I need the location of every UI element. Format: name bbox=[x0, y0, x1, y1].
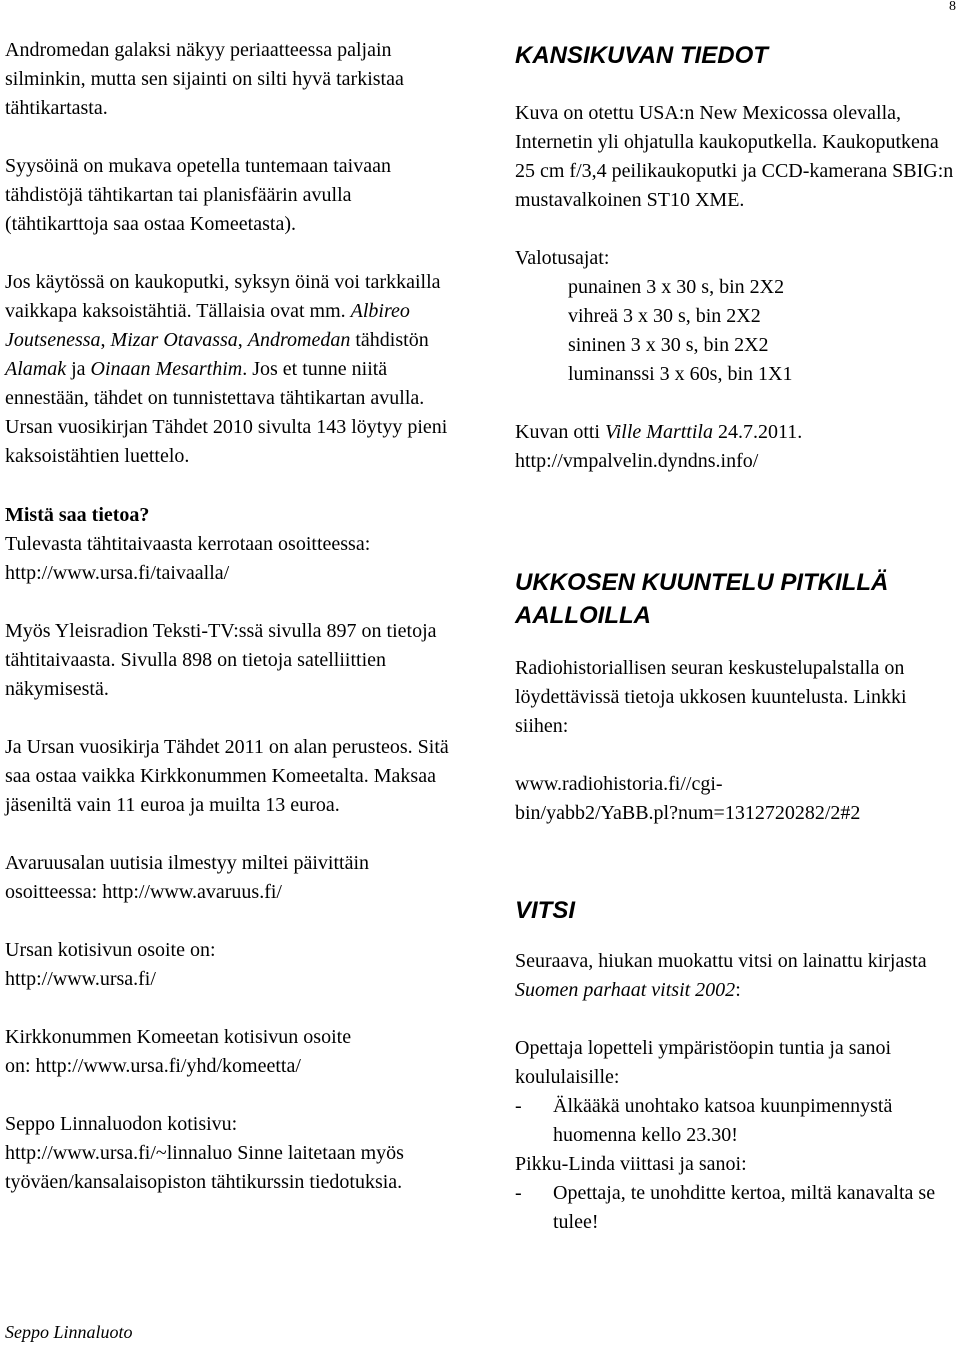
vitsi-dialogue-item bbox=[515, 1092, 955, 1150]
teksti-tv-paragraph: Myös Yleisradion Teksti-TV:ssä sivulla 897 on tietoja tähtitaivaasta. Sivulla 898 on tietoja satelliittien näkymisestä. bbox=[5, 620, 437, 700]
heading-line: UKKOSEN KUUNTELU PITKILLÄ bbox=[515, 569, 889, 596]
dash-marker: - bbox=[515, 1182, 522, 1204]
vitsi-intro bbox=[515, 947, 955, 1005]
right-column bbox=[515, 36, 955, 1237]
dialogue-text: Opettaja, te unohditte kertoa, miltä kanavalta se tulee! bbox=[553, 1182, 936, 1233]
left-column bbox=[5, 36, 455, 1197]
link-line: bin/yabb2/YaBB.pl?num=1312720282/2#2 bbox=[515, 802, 861, 824]
vitsi-paragraph: Opettaja lopetteli ympäristöopin tuntia ja sanoi koululaisille: bbox=[515, 1037, 892, 1088]
mista-heading: Mistä saa tietoa? bbox=[5, 504, 150, 526]
ursa-homepage-label: Ursan kotisivun osoite on: bbox=[5, 939, 216, 961]
vitsi-dialogue-item bbox=[515, 1179, 955, 1237]
text-segment: Jos käytössä on kaukoputki, syksyn öinä voi tarkkailla vaikkapa kaksoistähtiä. Tällaisia ovat mm. bbox=[5, 271, 441, 322]
exposure-item: luminanssi 3 x 60s, bin 1X1 bbox=[568, 363, 793, 385]
komeetta-homepage-label: Kirkkonummen Komeetan kotisivun osoite bbox=[5, 1026, 352, 1048]
cover-description: Kuva on otettu USA:n New Mexicossa olevalla, Internetin yli ohjatulla kaukoputkella. Kaukoputkena 25 cm f/3,4 peilikaukoputki ja CCD-kamerana SBIG:n mustavalkoinen ST10 XME. bbox=[515, 102, 954, 211]
linnaluoto-homepage-text: http://www.ursa.fi/~linnaluo Sinne laitetaan myös työväen/kansalaisopiston tähtikurssin tiedotuksia. bbox=[5, 1142, 404, 1193]
ursa-homepage-link[interactable]: http://www.ursa.fi/ bbox=[5, 968, 156, 990]
cover-heading: KANSIKUVAN TIEDOT bbox=[515, 42, 768, 69]
exposures-label: Valotusajat: bbox=[515, 247, 610, 269]
vuosikirja-paragraph: Ja Ursan vuosikirja Tähdet 2011 on alan perusteos. Sitä saa ostaa vaikka Kirkkonummen Komeetalta. Maksaa jäseniltä vain 11 euroa ja muilta 13 euroa. bbox=[5, 736, 449, 816]
exposure-item: vihreä 3 x 30 s, bin 2X2 bbox=[568, 305, 761, 327]
star-name-alamak: Alamak bbox=[5, 358, 67, 380]
exposure-item: punainen 3 x 30 s, bin 2X2 bbox=[568, 276, 785, 298]
constellation-andromeda: Andromedan bbox=[247, 329, 351, 351]
dash-marker: - bbox=[515, 1095, 522, 1117]
text-segment: tähdistön bbox=[350, 329, 429, 351]
link-line: www.radiohistoria.fi//cgi- bbox=[515, 773, 723, 795]
book-title: Suomen parhaat vitsit 2002 bbox=[515, 979, 736, 1001]
section-heading-mista bbox=[5, 501, 455, 530]
photo-credit-link[interactable]: http://vmpalvelin.dyndns.info/ bbox=[515, 450, 759, 472]
page-number: 8 bbox=[949, 0, 956, 14]
text-segment: . Jos et tunne niitä ennestään, tähdet on tunnistettava tähtikartan avulla. Ursan vuosikirjan Tähdet 2010 sivulta 143 löytyy pieni kaksoistähtien luettelo. bbox=[5, 358, 448, 467]
text-segment: : bbox=[735, 979, 741, 1001]
text-segment: , bbox=[237, 329, 248, 351]
star-name-mizar: Mizar Otavassa bbox=[110, 329, 238, 351]
text-segment: 24.7.2011. bbox=[712, 421, 803, 443]
heading-line: AALLOILLA bbox=[515, 602, 651, 629]
vitsi-paragraph: Pikku-Linda viittasi ja sanoi: bbox=[515, 1153, 747, 1175]
andromeda-paragraph: Andromedan galaksi näkyy periaatteessa paljain silminkin, mutta sen sijainti on silti hyvä tarkistaa tähtikartasta. bbox=[5, 39, 404, 119]
ukkonen-text: Radiohistoriallisen seuran keskustelupalstalla on löydettävissä tietoja ukkosen kuuntelusta. Linkki siihen: bbox=[515, 657, 907, 737]
exposures-list bbox=[515, 273, 955, 389]
linnaluoto-homepage-label: Seppo Linnaluodon kotisivu: bbox=[5, 1113, 238, 1135]
text-segment: Kuvan otti bbox=[515, 421, 605, 443]
text-segment: Seuraava, hiukan muokattu vitsi on lainattu kirjasta bbox=[515, 950, 927, 972]
mista-text: Tulevasta tähtitaivaasta kerrotaan osoitteessa: bbox=[5, 533, 371, 555]
ukkonen-heading bbox=[515, 566, 955, 632]
star-name-albireo: Albireo Joutsenessa bbox=[5, 300, 410, 351]
vitsi-heading: VITSI bbox=[515, 897, 576, 924]
photo-credit bbox=[515, 418, 955, 447]
dialogue-text: Älkääkä unohtako katsoa kuunpimennystä huomenna kello 23.30! bbox=[553, 1095, 893, 1146]
exposure-item: sininen 3 x 30 s, bin 2X2 bbox=[568, 334, 769, 356]
radiohistoria-link[interactable] bbox=[515, 770, 955, 828]
text-segment: ja bbox=[66, 358, 91, 380]
double-stars-paragraph bbox=[5, 268, 455, 471]
komeetta-homepage-link[interactable]: on: http://www.ursa.fi/yhd/komeetta/ bbox=[5, 1055, 301, 1077]
star-name-mesarthim: Oinaan Mesarthim bbox=[90, 358, 243, 380]
signature: Seppo Linnaluoto bbox=[5, 1322, 133, 1342]
ursa-taivaalla-link[interactable]: http://www.ursa.fi/taivaalla/ bbox=[5, 562, 230, 584]
photographer-name: Ville Marttila bbox=[605, 421, 713, 443]
constellations-paragraph: Syysöinä on mukava opetella tuntemaan taivaan tähdistöjä tähtikartan tai planisfäärin avulla (tähtikarttoja saa ostaa Komeetasta). bbox=[5, 155, 391, 235]
avaruus-paragraph: Avaruusalan uutisia ilmestyy miltei päivittäin osoitteessa: http://www.avaruus.fi/ bbox=[5, 852, 370, 903]
text-segment: , bbox=[100, 329, 111, 351]
